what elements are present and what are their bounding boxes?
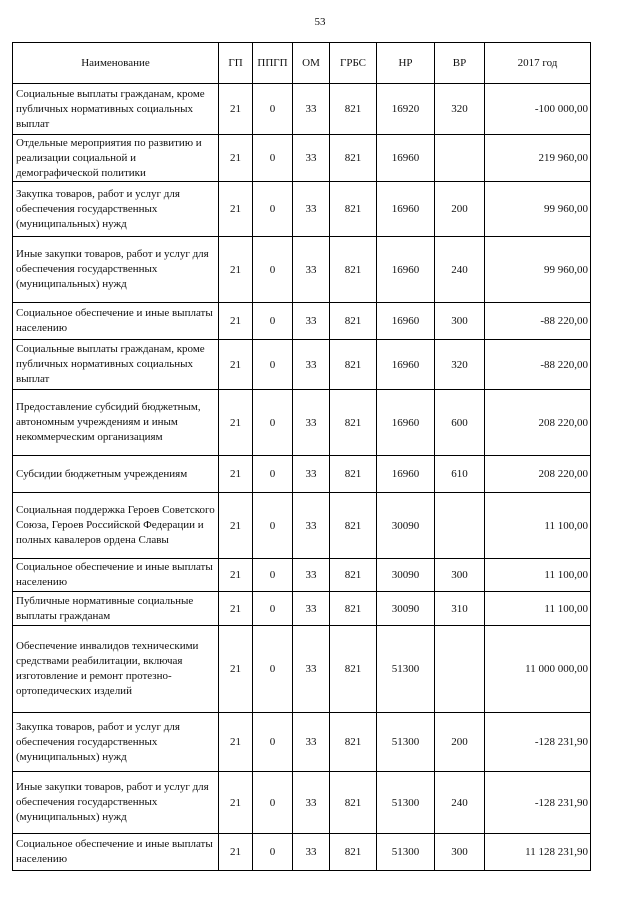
- cell-grbs: 821: [330, 340, 377, 390]
- table-row: [13, 456, 591, 493]
- cell-om: 33: [293, 592, 330, 626]
- cell-nr: 16920: [377, 84, 435, 135]
- cell-vr: 320: [435, 340, 485, 390]
- cell-vr: 240: [435, 237, 485, 303]
- cell-nr: 30090: [377, 592, 435, 626]
- cell-om: 33: [293, 340, 330, 390]
- cell-amount: -128 231,90: [485, 713, 591, 772]
- cell-amount: 99 960,00: [485, 182, 591, 237]
- cell-ppgp: 0: [253, 182, 293, 237]
- cell-ppgp: 0: [253, 237, 293, 303]
- cell-om: 33: [293, 493, 330, 559]
- cell-grbs: 821: [330, 592, 377, 626]
- table-row: [13, 303, 591, 340]
- cell-gp: 21: [219, 592, 253, 626]
- cell-grbs: 821: [330, 390, 377, 456]
- cell-grbs: 821: [330, 456, 377, 493]
- cell-nr: 51300: [377, 713, 435, 772]
- cell-vr: 240: [435, 772, 485, 834]
- cell-name: Иные закупки товаров, работ и услуг для обеспечения государственных (муниципальных) нужд: [13, 237, 219, 303]
- table-header-row: [13, 43, 591, 84]
- cell-grbs: 821: [330, 772, 377, 834]
- cell-om: 33: [293, 834, 330, 871]
- cell-om: 33: [293, 237, 330, 303]
- table-row: [13, 135, 591, 182]
- cell-amount: 11 100,00: [485, 592, 591, 626]
- cell-gp: 21: [219, 390, 253, 456]
- table-row: [13, 84, 591, 135]
- cell-name: Социальное обеспечение и иные выплаты населению: [13, 559, 219, 592]
- cell-grbs: 821: [330, 135, 377, 182]
- cell-nr: 16960: [377, 340, 435, 390]
- table-row: [13, 559, 591, 592]
- header-gp: ГП: [219, 43, 253, 84]
- cell-name: Социальные выплаты гражданам, кроме публичных нормативных социальных выплат: [13, 84, 219, 135]
- cell-nr: 51300: [377, 626, 435, 713]
- cell-amount: 11 100,00: [485, 493, 591, 559]
- cell-ppgp: 0: [253, 456, 293, 493]
- cell-name: Социальные выплаты гражданам, кроме публичных нормативных социальных выплат: [13, 340, 219, 390]
- cell-om: 33: [293, 390, 330, 456]
- cell-amount: 219 960,00: [485, 135, 591, 182]
- cell-amount: -128 231,90: [485, 772, 591, 834]
- cell-vr: [435, 493, 485, 559]
- cell-vr: 310: [435, 592, 485, 626]
- cell-name: Обеспечение инвалидов техническими средствами реабилитации, включая изготовление и ремонт протезно-ортопедических изделий: [13, 626, 219, 713]
- cell-ppgp: 0: [253, 493, 293, 559]
- cell-gp: 21: [219, 237, 253, 303]
- cell-ppgp: 0: [253, 303, 293, 340]
- cell-gp: 21: [219, 84, 253, 135]
- cell-name: Закупка товаров, работ и услуг для обеспечения государственных (муниципальных) нужд: [13, 713, 219, 772]
- cell-name: Социальное обеспечение и иные выплаты населению: [13, 834, 219, 871]
- cell-grbs: 821: [330, 493, 377, 559]
- cell-name: Социальное обеспечение и иные выплаты населению: [13, 303, 219, 340]
- cell-name: Закупка товаров, работ и услуг для обеспечения государственных (муниципальных) нужд: [13, 182, 219, 237]
- table-row: [13, 834, 591, 871]
- cell-amount: 208 220,00: [485, 456, 591, 493]
- cell-vr: [435, 626, 485, 713]
- table-row: [13, 626, 591, 713]
- cell-gp: 21: [219, 135, 253, 182]
- cell-grbs: 821: [330, 303, 377, 340]
- cell-ppgp: 0: [253, 390, 293, 456]
- table-row: [13, 390, 591, 456]
- header-vr: ВР: [435, 43, 485, 84]
- cell-ppgp: 0: [253, 135, 293, 182]
- cell-name: Публичные нормативные социальные выплаты гражданам: [13, 592, 219, 626]
- cell-amount: 11 128 231,90: [485, 834, 591, 871]
- cell-ppgp: 0: [253, 84, 293, 135]
- budget-table: [12, 42, 591, 871]
- cell-om: 33: [293, 772, 330, 834]
- cell-name: Предоставление субсидий бюджетным, автономным учреждениям и иным некоммерческим организациям: [13, 390, 219, 456]
- table-row: [13, 237, 591, 303]
- cell-nr: 51300: [377, 772, 435, 834]
- cell-amount: 11 100,00: [485, 559, 591, 592]
- cell-vr: 320: [435, 84, 485, 135]
- cell-om: 33: [293, 182, 330, 237]
- cell-nr: 16960: [377, 182, 435, 237]
- cell-vr: 300: [435, 559, 485, 592]
- cell-nr: 16960: [377, 237, 435, 303]
- cell-amount: -88 220,00: [485, 340, 591, 390]
- table-row: [13, 772, 591, 834]
- cell-vr: 200: [435, 182, 485, 237]
- cell-gp: 21: [219, 626, 253, 713]
- table-body: [13, 84, 591, 871]
- cell-gp: 21: [219, 834, 253, 871]
- page-number: 53: [314, 16, 326, 28]
- cell-gp: 21: [219, 456, 253, 493]
- cell-grbs: 821: [330, 713, 377, 772]
- cell-ppgp: 0: [253, 592, 293, 626]
- cell-grbs: 821: [330, 626, 377, 713]
- cell-ppgp: 0: [253, 834, 293, 871]
- cell-nr: 16960: [377, 390, 435, 456]
- header-ppgp: ППГП: [253, 43, 293, 84]
- table-row: [13, 713, 591, 772]
- cell-amount: 208 220,00: [485, 390, 591, 456]
- header-om: ОМ: [293, 43, 330, 84]
- cell-nr: 16960: [377, 456, 435, 493]
- header-name: Наименование: [13, 43, 219, 84]
- cell-name: Социальная поддержка Героев Советского Союза, Героев Российской Федерации и полных кавалеров ордена Славы: [13, 493, 219, 559]
- cell-om: 33: [293, 626, 330, 713]
- cell-grbs: 821: [330, 237, 377, 303]
- cell-nr: 51300: [377, 834, 435, 871]
- cell-ppgp: 0: [253, 713, 293, 772]
- cell-amount: -100 000,00: [485, 84, 591, 135]
- cell-grbs: 821: [330, 559, 377, 592]
- cell-om: 33: [293, 84, 330, 135]
- table-row: [13, 340, 591, 390]
- cell-vr: 300: [435, 834, 485, 871]
- cell-gp: 21: [219, 182, 253, 237]
- cell-vr: 200: [435, 713, 485, 772]
- cell-gp: 21: [219, 713, 253, 772]
- cell-amount: 11 000 000,00: [485, 626, 591, 713]
- cell-nr: 30090: [377, 559, 435, 592]
- cell-vr: 610: [435, 456, 485, 493]
- cell-grbs: 821: [330, 182, 377, 237]
- cell-nr: 30090: [377, 493, 435, 559]
- table-row: [13, 182, 591, 237]
- cell-ppgp: 0: [253, 772, 293, 834]
- cell-gp: 21: [219, 340, 253, 390]
- cell-gp: 21: [219, 303, 253, 340]
- header-nr: НР: [377, 43, 435, 84]
- cell-nr: 16960: [377, 303, 435, 340]
- cell-vr: 600: [435, 390, 485, 456]
- table-row: [13, 493, 591, 559]
- cell-vr: 300: [435, 303, 485, 340]
- cell-om: 33: [293, 135, 330, 182]
- cell-om: 33: [293, 456, 330, 493]
- cell-gp: 21: [219, 772, 253, 834]
- cell-amount: 99 960,00: [485, 237, 591, 303]
- table-row: [13, 592, 591, 626]
- cell-ppgp: 0: [253, 340, 293, 390]
- cell-gp: 21: [219, 559, 253, 592]
- cell-om: 33: [293, 559, 330, 592]
- cell-name: Отдельные мероприятия по развитию и реализации социальной и демографической политики: [13, 135, 219, 182]
- cell-amount: -88 220,00: [485, 303, 591, 340]
- cell-gp: 21: [219, 493, 253, 559]
- cell-name: Иные закупки товаров, работ и услуг для обеспечения государственных (муниципальных) нужд: [13, 772, 219, 834]
- cell-om: 33: [293, 713, 330, 772]
- header-grbs: ГРБС: [330, 43, 377, 84]
- cell-ppgp: 0: [253, 626, 293, 713]
- cell-grbs: 821: [330, 834, 377, 871]
- cell-om: 33: [293, 303, 330, 340]
- cell-ppgp: 0: [253, 559, 293, 592]
- cell-vr: [435, 135, 485, 182]
- cell-grbs: 821: [330, 84, 377, 135]
- header-amount: 2017 год: [485, 43, 591, 84]
- cell-nr: 16960: [377, 135, 435, 182]
- cell-name: Субсидии бюджетным учреждениям: [13, 456, 219, 493]
